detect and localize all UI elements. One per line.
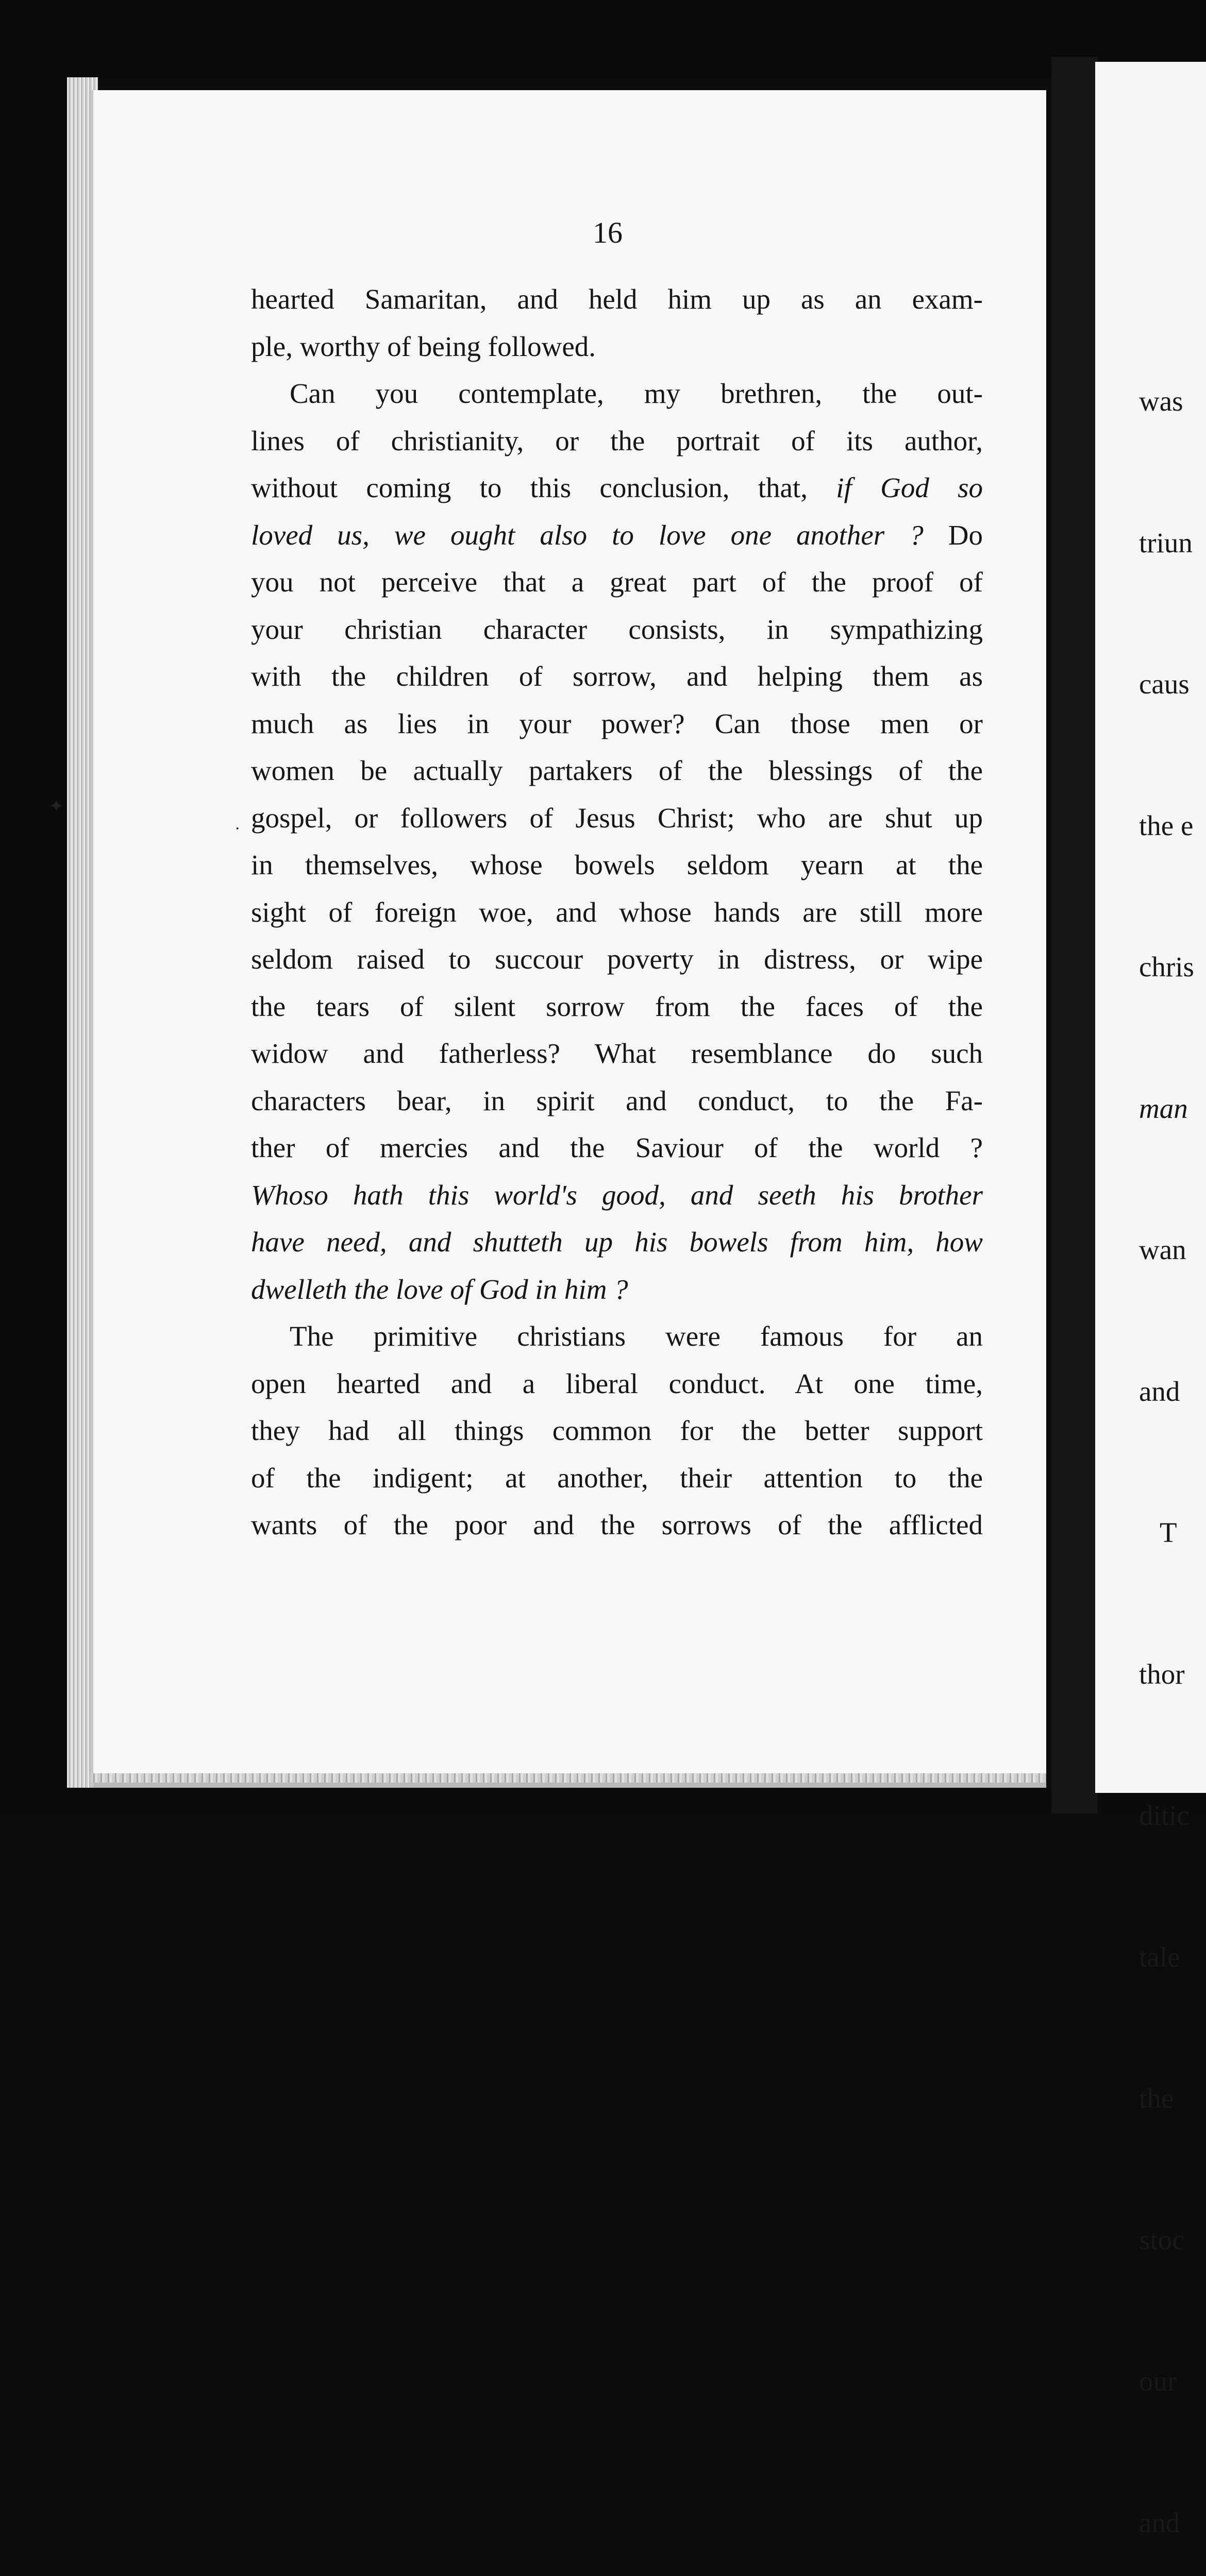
text-fragment: the e xyxy=(1139,809,1194,841)
scan-background-bottom xyxy=(0,1788,1206,1814)
text-line: ther of mercies and the Saviour of the world ? xyxy=(251,1132,983,1163)
text-line-italic xyxy=(251,1172,983,1219)
text-line: of the indigent; at another, their attention to the xyxy=(251,1462,983,1494)
text-line: wants of the poor and the sorrows of the afflicted xyxy=(251,1509,983,1540)
page-number: 16 xyxy=(593,216,623,249)
text-line: with the children of sorrow, and helping them as xyxy=(251,660,983,692)
text-line-mixed xyxy=(251,512,983,559)
text-fragment: triun xyxy=(1139,527,1193,558)
italic-run: Whoso hath this world's good, and seeth his brother xyxy=(251,1179,983,1211)
text-fragment: man xyxy=(1139,1092,1188,1124)
text-fragment: tale xyxy=(1139,1941,1180,1973)
text-fragment: and xyxy=(1139,2506,1180,2538)
text-fragment: thor xyxy=(1139,1658,1185,1690)
scan-background-left xyxy=(0,0,77,1814)
left-page-body-text xyxy=(251,276,983,1549)
text-line: Can you contemplate, my brethren, the out- xyxy=(290,378,983,409)
text-line: open hearted and a liberal conduct. At one time, xyxy=(251,1367,983,1399)
text-fragment: caus xyxy=(1139,668,1190,700)
text-line: hearted Samaritan, and held him up as an exam- xyxy=(251,283,983,315)
right-page-fragment xyxy=(1095,62,1206,2538)
italic-run: dwelleth the love of God in him ? xyxy=(251,1273,628,1305)
text-line: gospel, or followers of Jesus Christ; who are shut up xyxy=(251,802,983,834)
text-fragment: wan xyxy=(1139,1234,1186,1265)
italic-run: if God so xyxy=(836,472,983,503)
stray-mark-icon: ✦ xyxy=(49,797,64,816)
text-fragment: and xyxy=(1139,1375,1180,1407)
stray-dot-icon: · xyxy=(234,819,241,838)
text-fragment: the xyxy=(1139,2082,1174,2114)
italic-run: have need, and shutteth up his bowels from him, how xyxy=(251,1226,983,1258)
text-line: lines of christianity, or the portrait of its author, xyxy=(251,425,983,456)
text-line: in themselves, whose bowels seldom yearn at the xyxy=(251,849,983,880)
right-page-text xyxy=(1139,283,1194,2576)
text-line: much as lies in your power? Can those men or xyxy=(251,707,983,739)
text-line: characters bear, in spirit and conduct, to the Fa- xyxy=(251,1084,983,1116)
text-fragment: was xyxy=(1139,385,1183,417)
text-run: Do xyxy=(923,519,983,551)
italic-run: loved us, we ought also to love one another ? xyxy=(251,519,924,551)
text-line-italic xyxy=(251,1218,983,1266)
text-line: widow and fatherless? What resemblance do such xyxy=(251,1038,983,1069)
text-line: The primitive christians were famous for an xyxy=(290,1320,983,1352)
text-fragment: our xyxy=(1139,2365,1177,2397)
text-line: your christian character consists, in sympathizing xyxy=(251,613,983,645)
text-fragment: chris xyxy=(1139,951,1194,982)
text-fragment: T xyxy=(1160,1517,1177,1548)
text-line: they had all things common for the better support xyxy=(251,1415,983,1446)
text-fragment: stoc xyxy=(1139,2224,1185,2256)
text-line: women be actually partakers of the blessings of the xyxy=(251,755,983,786)
text-line: the tears of silent sorrow from the faces of the xyxy=(251,990,983,1022)
scan-background-top xyxy=(0,0,1206,77)
text-line: seldom raised to succour poverty in distress, or wipe xyxy=(251,943,983,975)
text-line: ple, worthy of being followed. xyxy=(251,330,596,362)
text-line-italic xyxy=(251,1266,983,1313)
text-line: sight of foreign woe, and whose hands are still more xyxy=(251,896,983,928)
text-fragment: ditic xyxy=(1139,1800,1190,1831)
book-gutter xyxy=(1051,57,1098,1814)
text-run: without coming to this conclusion, that, xyxy=(251,472,836,503)
text-line-mixed xyxy=(251,464,983,512)
text-line: you not perceive that a great part of the proof of xyxy=(251,566,983,598)
